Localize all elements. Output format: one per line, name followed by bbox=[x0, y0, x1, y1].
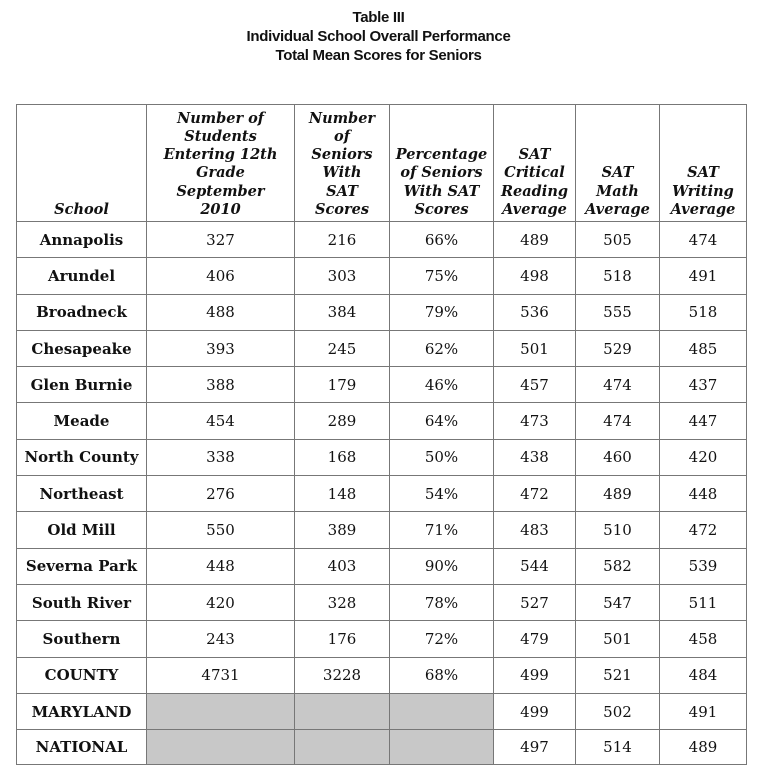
writing-average-cell: 484 bbox=[660, 657, 747, 693]
writing-average-cell: 511 bbox=[660, 584, 747, 620]
critical-reading-average-cell: 501 bbox=[494, 330, 576, 366]
students-entering-cell: 338 bbox=[147, 439, 295, 475]
critical-reading-average-cell: 498 bbox=[494, 258, 576, 294]
critical-reading-average-cell: 479 bbox=[494, 621, 576, 657]
critical-reading-average-cell: 473 bbox=[494, 403, 576, 439]
critical-reading-average-cell: 489 bbox=[494, 222, 576, 258]
seniors-with-sat-cell: 303 bbox=[295, 258, 390, 294]
math-average-cell: 474 bbox=[576, 367, 660, 403]
school-name-cell: COUNTY bbox=[17, 657, 147, 693]
critical-reading-average-cell: 497 bbox=[494, 730, 576, 765]
seniors-with-sat-cell: 179 bbox=[295, 367, 390, 403]
seniors-with-sat-cell: 176 bbox=[295, 621, 390, 657]
percentage-with-sat-cell: 75% bbox=[390, 258, 494, 294]
seniors-with-sat-cell: 168 bbox=[295, 439, 390, 475]
table-header-row bbox=[17, 105, 747, 222]
critical-reading-average-cell: 483 bbox=[494, 512, 576, 548]
table-row bbox=[17, 294, 747, 330]
math-average-cell: 547 bbox=[576, 584, 660, 620]
column-header-percentage-with-sat: Percentage of Seniors With SAT Scores bbox=[390, 105, 494, 222]
students-entering-cell bbox=[147, 693, 295, 729]
critical-reading-average-cell: 438 bbox=[494, 439, 576, 475]
students-entering-cell: 550 bbox=[147, 512, 295, 548]
seniors-with-sat-cell: 148 bbox=[295, 476, 390, 512]
school-name-cell: Old Mill bbox=[17, 512, 147, 548]
percentage-with-sat-cell: 79% bbox=[390, 294, 494, 330]
seniors-with-sat-cell: 403 bbox=[295, 548, 390, 584]
percentage-with-sat-cell: 71% bbox=[390, 512, 494, 548]
table-subtitle: Total Mean Scores for Seniors bbox=[275, 47, 482, 64]
table-number: Table III bbox=[352, 9, 405, 26]
math-average-cell: 514 bbox=[576, 730, 660, 765]
math-average-cell: 510 bbox=[576, 512, 660, 548]
table-row bbox=[17, 548, 747, 584]
critical-reading-average-cell: 499 bbox=[494, 693, 576, 729]
school-name-cell: Broadneck bbox=[17, 294, 147, 330]
critical-reading-average-cell: 472 bbox=[494, 476, 576, 512]
seniors-with-sat-cell: 216 bbox=[295, 222, 390, 258]
table-row bbox=[17, 330, 747, 366]
table-row bbox=[17, 693, 747, 729]
percentage-with-sat-cell: 62% bbox=[390, 330, 494, 366]
math-average-cell: 501 bbox=[576, 621, 660, 657]
math-average-cell: 505 bbox=[576, 222, 660, 258]
table-row bbox=[17, 657, 747, 693]
table-row bbox=[17, 730, 747, 765]
writing-average-cell: 489 bbox=[660, 730, 747, 765]
writing-average-cell: 472 bbox=[660, 512, 747, 548]
percentage-with-sat-cell: 68% bbox=[390, 657, 494, 693]
school-name-cell: North County bbox=[17, 439, 147, 475]
table-title: Individual School Overall Performance bbox=[246, 28, 511, 45]
percentage-with-sat-cell bbox=[390, 730, 494, 765]
school-name-cell: Southern bbox=[17, 621, 147, 657]
table-row bbox=[17, 222, 747, 258]
seniors-with-sat-cell: 384 bbox=[295, 294, 390, 330]
writing-average-cell: 491 bbox=[660, 693, 747, 729]
math-average-cell: 521 bbox=[576, 657, 660, 693]
math-average-cell: 489 bbox=[576, 476, 660, 512]
seniors-with-sat-cell bbox=[295, 693, 390, 729]
percentage-with-sat-cell bbox=[390, 693, 494, 729]
writing-average-cell: 518 bbox=[660, 294, 747, 330]
critical-reading-average-cell: 536 bbox=[494, 294, 576, 330]
school-name-cell: NATIONAL bbox=[17, 730, 147, 765]
critical-reading-average-cell: 544 bbox=[494, 548, 576, 584]
writing-average-cell: 437 bbox=[660, 367, 747, 403]
writing-average-cell: 474 bbox=[660, 222, 747, 258]
seniors-with-sat-cell: 245 bbox=[295, 330, 390, 366]
school-name-cell: Severna Park bbox=[17, 548, 147, 584]
students-entering-cell: 243 bbox=[147, 621, 295, 657]
students-entering-cell bbox=[147, 730, 295, 765]
percentage-with-sat-cell: 64% bbox=[390, 403, 494, 439]
table-title-block bbox=[0, 8, 757, 65]
column-header-math: SAT Math Average bbox=[576, 105, 660, 222]
students-entering-cell: 420 bbox=[147, 584, 295, 620]
math-average-cell: 529 bbox=[576, 330, 660, 366]
column-header-seniors-with-sat: Number of Seniors With SAT Scores bbox=[295, 105, 390, 222]
seniors-with-sat-cell bbox=[295, 730, 390, 765]
students-entering-cell: 406 bbox=[147, 258, 295, 294]
school-performance-table bbox=[16, 104, 747, 765]
school-name-cell: Northeast bbox=[17, 476, 147, 512]
writing-average-cell: 420 bbox=[660, 439, 747, 475]
table-row bbox=[17, 439, 747, 475]
math-average-cell: 460 bbox=[576, 439, 660, 475]
students-entering-cell: 393 bbox=[147, 330, 295, 366]
critical-reading-average-cell: 527 bbox=[494, 584, 576, 620]
school-name-cell: Chesapeake bbox=[17, 330, 147, 366]
table-row bbox=[17, 403, 747, 439]
students-entering-cell: 388 bbox=[147, 367, 295, 403]
math-average-cell: 474 bbox=[576, 403, 660, 439]
school-name-cell: Glen Burnie bbox=[17, 367, 147, 403]
school-name-cell: Arundel bbox=[17, 258, 147, 294]
table-row bbox=[17, 621, 747, 657]
math-average-cell: 555 bbox=[576, 294, 660, 330]
school-name-cell: Meade bbox=[17, 403, 147, 439]
percentage-with-sat-cell: 46% bbox=[390, 367, 494, 403]
seniors-with-sat-cell: 289 bbox=[295, 403, 390, 439]
school-name-cell: Annapolis bbox=[17, 222, 147, 258]
critical-reading-average-cell: 499 bbox=[494, 657, 576, 693]
students-entering-cell: 4731 bbox=[147, 657, 295, 693]
column-header-writing: SAT Writing Average bbox=[660, 105, 747, 222]
school-name-cell: MARYLAND bbox=[17, 693, 147, 729]
math-average-cell: 582 bbox=[576, 548, 660, 584]
critical-reading-average-cell: 457 bbox=[494, 367, 576, 403]
math-average-cell: 502 bbox=[576, 693, 660, 729]
column-header-school: School bbox=[17, 105, 147, 222]
writing-average-cell: 485 bbox=[660, 330, 747, 366]
seniors-with-sat-cell: 3228 bbox=[295, 657, 390, 693]
school-name-cell: South River bbox=[17, 584, 147, 620]
writing-average-cell: 491 bbox=[660, 258, 747, 294]
seniors-with-sat-cell: 328 bbox=[295, 584, 390, 620]
percentage-with-sat-cell: 72% bbox=[390, 621, 494, 657]
table-row bbox=[17, 476, 747, 512]
table-body bbox=[17, 222, 747, 765]
table-row bbox=[17, 512, 747, 548]
seniors-with-sat-cell: 389 bbox=[295, 512, 390, 548]
table-row bbox=[17, 584, 747, 620]
students-entering-cell: 488 bbox=[147, 294, 295, 330]
writing-average-cell: 448 bbox=[660, 476, 747, 512]
percentage-with-sat-cell: 50% bbox=[390, 439, 494, 475]
students-entering-cell: 448 bbox=[147, 548, 295, 584]
students-entering-cell: 454 bbox=[147, 403, 295, 439]
percentage-with-sat-cell: 78% bbox=[390, 584, 494, 620]
writing-average-cell: 447 bbox=[660, 403, 747, 439]
table-row bbox=[17, 367, 747, 403]
column-header-students-entering: Number of Students Entering 12th Grade September 2010 bbox=[147, 105, 295, 222]
table-row bbox=[17, 258, 747, 294]
column-header-critical-reading: SAT Critical Reading Average bbox=[494, 105, 576, 222]
percentage-with-sat-cell: 54% bbox=[390, 476, 494, 512]
writing-average-cell: 539 bbox=[660, 548, 747, 584]
students-entering-cell: 276 bbox=[147, 476, 295, 512]
percentage-with-sat-cell: 66% bbox=[390, 222, 494, 258]
writing-average-cell: 458 bbox=[660, 621, 747, 657]
math-average-cell: 518 bbox=[576, 258, 660, 294]
students-entering-cell: 327 bbox=[147, 222, 295, 258]
percentage-with-sat-cell: 90% bbox=[390, 548, 494, 584]
